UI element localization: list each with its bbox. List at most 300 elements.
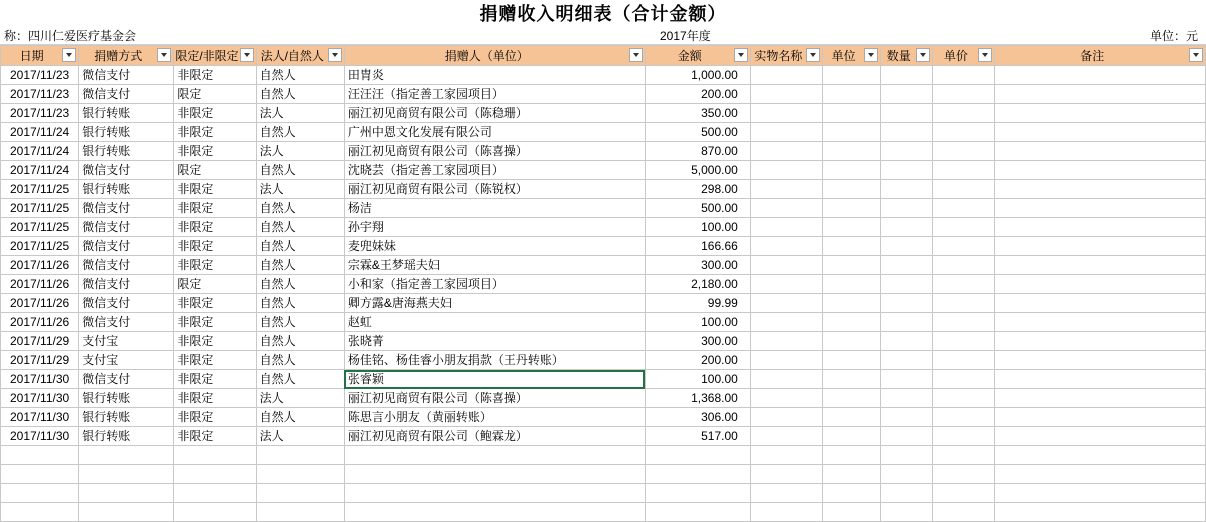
- cell-amount[interactable]: [645, 370, 750, 389]
- cell-qty[interactable]: [881, 351, 933, 370]
- cell-restrict[interactable]: [174, 123, 256, 142]
- cell-price[interactable]: [933, 408, 995, 427]
- cell-entity[interactable]: [256, 142, 344, 161]
- cell-unit[interactable]: [823, 123, 881, 142]
- cell-goods[interactable]: [750, 370, 822, 389]
- cell-goods[interactable]: [750, 332, 822, 351]
- cell-amount[interactable]: [645, 237, 750, 256]
- table-row: [1, 351, 1206, 370]
- cell-date[interactable]: [1, 408, 79, 427]
- cell-qty[interactable]: [881, 180, 933, 199]
- cell-value: 2017/11/26: [10, 296, 70, 310]
- cell-method[interactable]: [79, 180, 174, 199]
- cell-value: [881, 85, 932, 103]
- cell-restrict[interactable]: [174, 256, 256, 275]
- cell-price[interactable]: [933, 389, 995, 408]
- cell-price[interactable]: [933, 275, 995, 294]
- cell-amount[interactable]: [645, 199, 750, 218]
- cell-method[interactable]: [79, 332, 174, 351]
- cell-date[interactable]: [1, 332, 79, 351]
- cell-unit[interactable]: [823, 66, 881, 85]
- cell-empty[interactable]: [933, 446, 995, 465]
- cell-empty[interactable]: [256, 465, 344, 484]
- cell-empty[interactable]: [79, 503, 174, 522]
- cell-price[interactable]: [933, 313, 995, 332]
- cell-empty[interactable]: [933, 465, 995, 484]
- cell-qty[interactable]: [881, 104, 933, 123]
- cell-donor[interactable]: [344, 66, 645, 85]
- cell-amount[interactable]: [645, 180, 750, 199]
- cell-unit[interactable]: [823, 237, 881, 256]
- cell-note[interactable]: [995, 351, 1206, 370]
- cell-empty[interactable]: [645, 503, 750, 522]
- cell-empty[interactable]: [750, 503, 822, 522]
- cell-price[interactable]: [933, 332, 995, 351]
- cell-restrict[interactable]: [174, 332, 256, 351]
- cell-donor[interactable]: [344, 104, 645, 123]
- cell-date[interactable]: [1, 237, 79, 256]
- cell-value: [823, 351, 880, 369]
- cell-price[interactable]: [933, 294, 995, 313]
- cell-donor[interactable]: [344, 332, 645, 351]
- cell-qty[interactable]: [881, 161, 933, 180]
- cell-value: [345, 503, 645, 521]
- cell-note[interactable]: [995, 370, 1206, 389]
- cell-goods[interactable]: [750, 237, 822, 256]
- cell-value: 丽江初见商贸有限公司（陈稳珊）: [347, 106, 528, 120]
- cell-qty[interactable]: [881, 256, 933, 275]
- cell-empty[interactable]: [750, 484, 822, 503]
- cell-amount[interactable]: [645, 332, 750, 351]
- cell-restrict[interactable]: [174, 351, 256, 370]
- cell-restrict[interactable]: [174, 180, 256, 199]
- cell-empty[interactable]: [79, 465, 174, 484]
- cell-unit[interactable]: [823, 142, 881, 161]
- cell-date[interactable]: [1, 427, 79, 446]
- table-row: [1, 275, 1206, 294]
- column-header-label: 数量: [886, 49, 911, 63]
- cell-value: 陈思言小朋友（黄丽转账）: [347, 410, 492, 424]
- cell-qty[interactable]: [881, 427, 933, 446]
- filter-dropdown-icon[interactable]: [734, 48, 748, 62]
- cell-donor[interactable]: [344, 427, 645, 446]
- cell-empty[interactable]: [823, 446, 881, 465]
- cell-restrict[interactable]: [174, 370, 256, 389]
- cell-goods[interactable]: [750, 142, 822, 161]
- cell-empty[interactable]: [1, 503, 79, 522]
- cell-empty[interactable]: [256, 446, 344, 465]
- cell-empty[interactable]: [881, 465, 933, 484]
- cell-empty[interactable]: [933, 503, 995, 522]
- cell-value: 杨佳铭、杨佳睿小朋友捐款（王丹转账）: [347, 353, 564, 367]
- cell-unit[interactable]: [823, 218, 881, 237]
- cell-method[interactable]: [79, 389, 174, 408]
- cell-method[interactable]: [79, 427, 174, 446]
- cell-date[interactable]: [1, 85, 79, 104]
- cell-empty[interactable]: [645, 484, 750, 503]
- cell-note[interactable]: [995, 427, 1206, 446]
- cell-amount[interactable]: [645, 104, 750, 123]
- cell-unit[interactable]: [823, 161, 881, 180]
- cell-value: [881, 275, 932, 293]
- cell-amount[interactable]: [645, 85, 750, 104]
- cell-goods[interactable]: [750, 275, 822, 294]
- cell-goods[interactable]: [750, 85, 822, 104]
- cell-empty[interactable]: [256, 484, 344, 503]
- filter-dropdown-icon[interactable]: [240, 48, 254, 62]
- cell-qty[interactable]: [881, 199, 933, 218]
- cell-donor[interactable]: [344, 85, 645, 104]
- cell-value: [751, 142, 822, 160]
- cell-note[interactable]: [995, 123, 1206, 142]
- cell-date[interactable]: [1, 123, 79, 142]
- cell-unit[interactable]: [823, 199, 881, 218]
- cell-price[interactable]: [933, 370, 995, 389]
- cell-price[interactable]: [933, 104, 995, 123]
- cell-empty[interactable]: [881, 503, 933, 522]
- cell-goods[interactable]: [750, 218, 822, 237]
- cell-method[interactable]: [79, 313, 174, 332]
- cell-entity[interactable]: [256, 408, 344, 427]
- cell-unit[interactable]: [823, 370, 881, 389]
- cell-amount[interactable]: [645, 142, 750, 161]
- cell-donor[interactable]: [344, 313, 645, 332]
- cell-entity[interactable]: [256, 332, 344, 351]
- cell-empty[interactable]: [174, 465, 256, 484]
- cell-restrict[interactable]: [174, 294, 256, 313]
- cell-method[interactable]: [79, 351, 174, 370]
- cell-empty[interactable]: [823, 484, 881, 503]
- cell-empty[interactable]: [995, 484, 1206, 503]
- cell-unit[interactable]: [823, 427, 881, 446]
- filter-dropdown-icon[interactable]: [157, 48, 171, 62]
- cell-empty[interactable]: [1, 446, 79, 465]
- cell-empty[interactable]: [79, 484, 174, 503]
- cell-qty[interactable]: [881, 332, 933, 351]
- cell-qty[interactable]: [881, 408, 933, 427]
- cell-price[interactable]: [933, 123, 995, 142]
- cell-price[interactable]: [933, 237, 995, 256]
- cell-donor[interactable]: [344, 370, 645, 389]
- cell-qty[interactable]: [881, 218, 933, 237]
- cell-restrict[interactable]: [174, 104, 256, 123]
- cell-donor[interactable]: [344, 237, 645, 256]
- column-header-3: [174, 46, 256, 66]
- cell-amount[interactable]: [645, 427, 750, 446]
- cell-method[interactable]: [79, 123, 174, 142]
- cell-date[interactable]: [1, 389, 79, 408]
- cell-donor[interactable]: [344, 123, 645, 142]
- cell-donor[interactable]: [344, 389, 645, 408]
- cell-unit[interactable]: [823, 408, 881, 427]
- cell-value: [995, 408, 1205, 426]
- cell-goods[interactable]: [750, 123, 822, 142]
- cell-price[interactable]: [933, 427, 995, 446]
- cell-goods[interactable]: [750, 389, 822, 408]
- cell-amount[interactable]: [645, 256, 750, 275]
- cell-entity[interactable]: [256, 351, 344, 370]
- cell-unit[interactable]: [823, 256, 881, 275]
- filter-dropdown-icon[interactable]: [978, 48, 992, 62]
- cell-restrict[interactable]: [174, 66, 256, 85]
- cell-goods[interactable]: [750, 351, 822, 370]
- cell-restrict[interactable]: [174, 408, 256, 427]
- filter-dropdown-icon[interactable]: [629, 48, 643, 62]
- cell-note[interactable]: [995, 85, 1206, 104]
- cell-date[interactable]: [1, 161, 79, 180]
- cell-donor[interactable]: [344, 408, 645, 427]
- cell-amount[interactable]: [645, 66, 750, 85]
- cell-price[interactable]: [933, 180, 995, 199]
- cell-goods[interactable]: [750, 199, 822, 218]
- cell-empty[interactable]: [344, 503, 645, 522]
- cell-entity[interactable]: [256, 294, 344, 313]
- cell-method[interactable]: [79, 275, 174, 294]
- cell-qty[interactable]: [881, 294, 933, 313]
- cell-goods[interactable]: [750, 427, 822, 446]
- cell-empty[interactable]: [995, 446, 1206, 465]
- cell-empty[interactable]: [256, 503, 344, 522]
- cell-donor[interactable]: [344, 351, 645, 370]
- cell-entity[interactable]: [256, 313, 344, 332]
- cell-value: [751, 370, 822, 388]
- cell-value: [79, 503, 173, 521]
- cell-method[interactable]: [79, 66, 174, 85]
- cell-qty[interactable]: [881, 370, 933, 389]
- cell-qty[interactable]: [881, 237, 933, 256]
- cell-note[interactable]: [995, 161, 1206, 180]
- table-row: [1, 66, 1206, 85]
- cell-qty[interactable]: [881, 123, 933, 142]
- cell-value: [995, 85, 1205, 103]
- cell-goods[interactable]: [750, 161, 822, 180]
- cell-restrict[interactable]: [174, 161, 256, 180]
- title-row: [0, 0, 1206, 26]
- cell-method[interactable]: [79, 237, 174, 256]
- filter-dropdown-icon[interactable]: [916, 48, 930, 62]
- cell-empty[interactable]: [995, 465, 1206, 484]
- cell-unit[interactable]: [823, 332, 881, 351]
- filter-dropdown-icon[interactable]: [864, 48, 878, 62]
- cell-date[interactable]: [1, 104, 79, 123]
- cell-unit[interactable]: [823, 275, 881, 294]
- cell-date[interactable]: [1, 218, 79, 237]
- cell-empty[interactable]: [174, 503, 256, 522]
- cell-empty[interactable]: [174, 484, 256, 503]
- cell-entity[interactable]: [256, 427, 344, 446]
- cell-note[interactable]: [995, 218, 1206, 237]
- cell-entity[interactable]: [256, 389, 344, 408]
- cell-amount[interactable]: [645, 218, 750, 237]
- cell-entity[interactable]: [256, 123, 344, 142]
- cell-entity[interactable]: [256, 180, 344, 199]
- cell-date[interactable]: [1, 370, 79, 389]
- cell-restrict[interactable]: [174, 275, 256, 294]
- cell-date[interactable]: [1, 313, 79, 332]
- cell-empty[interactable]: [1, 465, 79, 484]
- cell-entity[interactable]: [256, 237, 344, 256]
- cell-value: 298.00: [701, 182, 738, 196]
- cell-goods[interactable]: [750, 294, 822, 313]
- cell-empty[interactable]: [344, 465, 645, 484]
- cell-method[interactable]: [79, 294, 174, 313]
- cell-empty[interactable]: [344, 446, 645, 465]
- cell-empty[interactable]: [823, 503, 881, 522]
- cell-empty[interactable]: [645, 446, 750, 465]
- cell-entity[interactable]: [256, 256, 344, 275]
- cell-amount[interactable]: [645, 275, 750, 294]
- cell-method[interactable]: [79, 199, 174, 218]
- cell-note[interactable]: [995, 332, 1206, 351]
- cell-restrict[interactable]: [174, 389, 256, 408]
- cell-goods[interactable]: [750, 256, 822, 275]
- cell-empty[interactable]: [645, 465, 750, 484]
- cell-note[interactable]: [995, 237, 1206, 256]
- cell-date[interactable]: [1, 199, 79, 218]
- cell-note[interactable]: [995, 142, 1206, 161]
- cell-donor[interactable]: [344, 199, 645, 218]
- cell-empty[interactable]: [823, 465, 881, 484]
- cell-note[interactable]: [995, 389, 1206, 408]
- cell-date[interactable]: [1, 256, 79, 275]
- cell-donor[interactable]: [344, 142, 645, 161]
- cell-method[interactable]: [79, 104, 174, 123]
- cell-empty[interactable]: [995, 503, 1206, 522]
- cell-goods[interactable]: [750, 313, 822, 332]
- cell-qty[interactable]: [881, 85, 933, 104]
- cell-value: 2017/11/25: [10, 220, 70, 234]
- filter-dropdown-icon[interactable]: [1189, 48, 1203, 62]
- cell-restrict[interactable]: [174, 85, 256, 104]
- cell-amount[interactable]: [645, 294, 750, 313]
- cell-note[interactable]: [995, 275, 1206, 294]
- cell-unit[interactable]: [823, 351, 881, 370]
- cell-qty[interactable]: [881, 275, 933, 294]
- cell-entity[interactable]: [256, 218, 344, 237]
- cell-value: 微信支付: [82, 163, 131, 177]
- cell-restrict[interactable]: [174, 142, 256, 161]
- cell-qty[interactable]: [881, 313, 933, 332]
- cell-note[interactable]: [995, 294, 1206, 313]
- cell-restrict[interactable]: [174, 218, 256, 237]
- cell-empty[interactable]: [750, 446, 822, 465]
- cell-goods[interactable]: [750, 104, 822, 123]
- cell-unit[interactable]: [823, 180, 881, 199]
- cell-method[interactable]: [79, 370, 174, 389]
- filter-dropdown-icon[interactable]: [62, 48, 76, 62]
- cell-method[interactable]: [79, 218, 174, 237]
- cell-price[interactable]: [933, 199, 995, 218]
- cell-price[interactable]: [933, 66, 995, 85]
- cell-entity[interactable]: [256, 66, 344, 85]
- cell-entity[interactable]: [256, 275, 344, 294]
- cell-donor[interactable]: [344, 294, 645, 313]
- cell-empty[interactable]: [750, 465, 822, 484]
- cell-method[interactable]: [79, 161, 174, 180]
- cell-unit[interactable]: [823, 294, 881, 313]
- cell-amount[interactable]: [645, 351, 750, 370]
- cell-note[interactable]: [995, 199, 1206, 218]
- cell-method[interactable]: [79, 408, 174, 427]
- cell-value: 自然人: [259, 258, 296, 272]
- cell-date[interactable]: [1, 275, 79, 294]
- cell-amount[interactable]: [645, 408, 750, 427]
- cell-donor[interactable]: [344, 256, 645, 275]
- cell-empty[interactable]: [174, 446, 256, 465]
- cell-note[interactable]: [995, 256, 1206, 275]
- cell-empty[interactable]: [881, 484, 933, 503]
- cell-entity[interactable]: [256, 104, 344, 123]
- cell-price[interactable]: [933, 85, 995, 104]
- cell-value: 非限定: [177, 410, 214, 424]
- cell-note[interactable]: [995, 313, 1206, 332]
- cell-entity[interactable]: [256, 161, 344, 180]
- cell-restrict[interactable]: [174, 237, 256, 256]
- cell-date[interactable]: [1, 66, 79, 85]
- cell-entity[interactable]: [256, 85, 344, 104]
- cell-donor[interactable]: [344, 275, 645, 294]
- cell-qty[interactable]: [881, 389, 933, 408]
- cell-qty[interactable]: [881, 66, 933, 85]
- cell-method[interactable]: [79, 142, 174, 161]
- cell-value: 非限定: [177, 372, 214, 386]
- cell-amount[interactable]: [645, 161, 750, 180]
- cell-donor[interactable]: [344, 218, 645, 237]
- cell-date[interactable]: [1, 294, 79, 313]
- cell-restrict[interactable]: [174, 427, 256, 446]
- cell-empty[interactable]: [1, 484, 79, 503]
- cell-donor[interactable]: [344, 180, 645, 199]
- cell-note[interactable]: [995, 408, 1206, 427]
- cell-unit[interactable]: [823, 104, 881, 123]
- cell-amount[interactable]: [645, 389, 750, 408]
- cell-date[interactable]: [1, 180, 79, 199]
- cell-price[interactable]: [933, 256, 995, 275]
- cell-date[interactable]: [1, 351, 79, 370]
- cell-amount[interactable]: [645, 313, 750, 332]
- cell-method[interactable]: [79, 85, 174, 104]
- cell-price[interactable]: [933, 351, 995, 370]
- cell-restrict[interactable]: [174, 199, 256, 218]
- cell-price[interactable]: [933, 218, 995, 237]
- cell-amount[interactable]: [645, 123, 750, 142]
- cell-donor[interactable]: [344, 161, 645, 180]
- cell-note[interactable]: [995, 104, 1206, 123]
- cell-note[interactable]: [995, 180, 1206, 199]
- cell-goods[interactable]: [750, 408, 822, 427]
- filter-dropdown-icon[interactable]: [328, 48, 342, 62]
- cell-note[interactable]: [995, 66, 1206, 85]
- cell-price[interactable]: [933, 142, 995, 161]
- cell-date[interactable]: [1, 142, 79, 161]
- cell-unit[interactable]: [823, 389, 881, 408]
- cell-entity[interactable]: [256, 199, 344, 218]
- cell-goods[interactable]: [750, 180, 822, 199]
- cell-method[interactable]: [79, 256, 174, 275]
- cell-entity[interactable]: [256, 370, 344, 389]
- cell-unit[interactable]: [823, 85, 881, 104]
- filter-dropdown-icon[interactable]: [806, 48, 820, 62]
- cell-price[interactable]: [933, 161, 995, 180]
- cell-empty[interactable]: [344, 484, 645, 503]
- cell-empty[interactable]: [933, 484, 995, 503]
- cell-goods[interactable]: [750, 66, 822, 85]
- cell-qty[interactable]: [881, 142, 933, 161]
- cell-empty[interactable]: [79, 446, 174, 465]
- cell-empty[interactable]: [881, 446, 933, 465]
- cell-unit[interactable]: [823, 313, 881, 332]
- cell-restrict[interactable]: [174, 313, 256, 332]
